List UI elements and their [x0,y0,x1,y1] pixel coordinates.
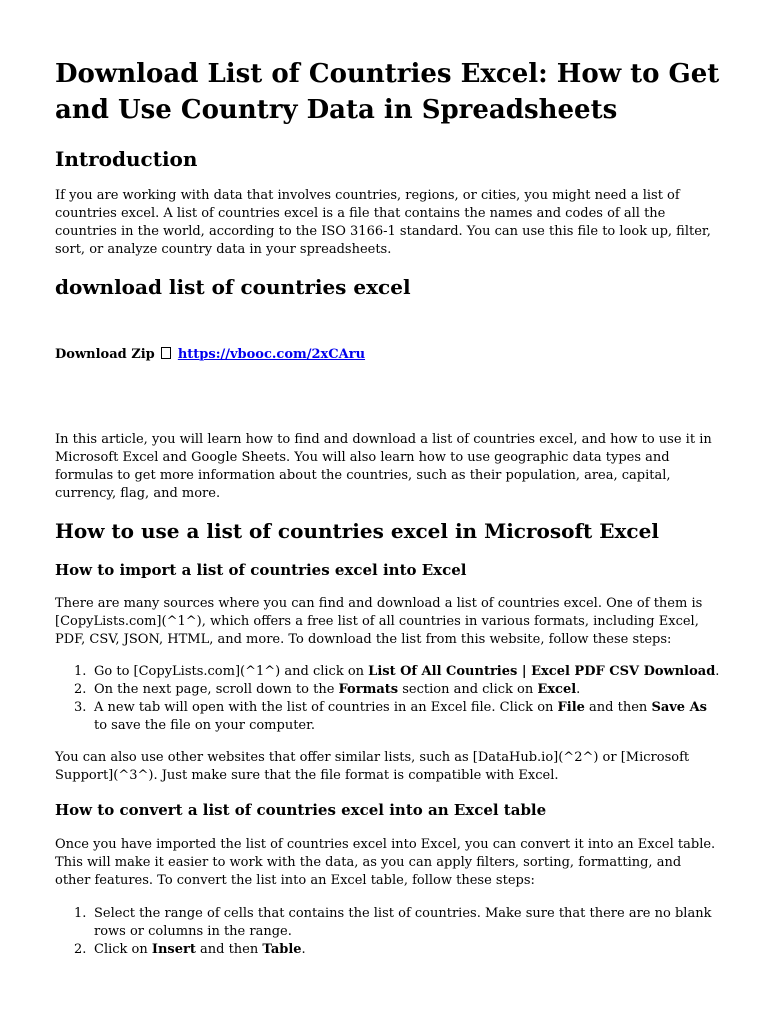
page-title: Download List of Countries Excel: How to Get and Use Country Data in Spreadsheets [55,59,720,125]
list-item-text: . [301,942,306,957]
list-item-text: Click on [94,942,152,957]
article-intro-paragraph: In this article, you will learn how to find and download a list of countries excel, and how to use it in Microsoft Excel and Google Sheets. You will also learn how to use geographic data types and formulas to get more information about the countries, such as their population, area, capital, currency, flag, and more. [55,432,712,501]
convert-heading: How to convert a list of countries excel into an Excel table [55,801,547,819]
import-steps-list [55,663,720,735]
excel-section-heading: How to use a list of countries excel in Microsoft Excel [55,519,659,543]
import-heading: How to import a list of countries excel into Excel [55,561,467,579]
list-item-text: and then [195,942,263,957]
list-item-number: 3. [74,700,87,715]
list-item-text: On the next page, scroll down to the [94,682,339,697]
list-item-number: 1. [74,906,87,921]
import-after-paragraph: You can also use other websites that offer similar lists, such as [DataHub.io](^2^) or [Microsoft Support](^3^). Just make sure that the file format is compatible with Excel. [55,750,690,783]
list-item-text: to save the file on your computer. [94,718,316,733]
list-item [55,699,720,735]
list-item [55,941,720,959]
list-item-text: section and click on [398,682,538,697]
list-item [55,663,720,681]
list-item-text: and then [584,700,652,715]
list-item-text: . [576,682,581,697]
list-item [55,905,720,941]
list-item-bold-text: List Of All Countries | Excel PDF CSV Download [368,664,716,679]
list-item-bold-text: Table [262,942,302,957]
list-item-number: 1. [74,664,87,679]
download-link[interactable]: https://vbooc.com/2xCAru [177,347,366,362]
list-item-bold-text: File [557,700,585,715]
import-paragraph: There are many sources where you can find and download a list of countries excel. One of them is [CopyLists.com](^1^), which offers a free list of all countries in various formats, including Excel, PDF, CSV, JSON, HTML, and more. To download the list from this website, follow these steps: [55,596,703,647]
intro-heading: Introduction [55,147,198,171]
download-line [55,347,720,362]
list-item-text: A new tab will open with the list of countries in an Excel file. Click on [94,700,558,715]
list-item [55,681,720,699]
list-item-text: . [715,664,720,679]
list-item-bold-text: Insert [151,942,196,957]
download-heading: download list of countries excel [55,275,411,299]
convert-steps-list [55,905,720,959]
list-item-bold-text: Excel [537,682,577,697]
convert-paragraph: Once you have imported the list of countries excel into Excel, you can convert it into an Excel table. This will make it easier to work with the data, as you can apply filters, sorting, formatting, and other features. To convert the list into an Excel table, follow these steps: [55,837,716,888]
list-item-bold-text: Save As [651,700,708,715]
box-glyph-icon [161,347,171,359]
list-item-text: Select the range of cells that contains the list of countries. Make sure that there are no blank rows or columns in the range. [94,906,712,939]
list-item-number: 2. [74,682,87,697]
download-label: Download Zip [55,347,155,362]
intro-paragraph: If you are working with data that involves countries, regions, or cities, you might need a list of countries excel. A list of countries excel is a file that contains the names and codes of all the countries in the world, according to the ISO 3166-1 standard. You can use this file to look up, filter, sort, or analyze country data in your spreadsheets. [55,188,711,257]
list-item-number: 2. [74,942,87,957]
list-item-text: Go to [CopyLists.com](^1^) and click on [94,664,369,679]
list-item-bold-text: Formats [338,682,399,697]
